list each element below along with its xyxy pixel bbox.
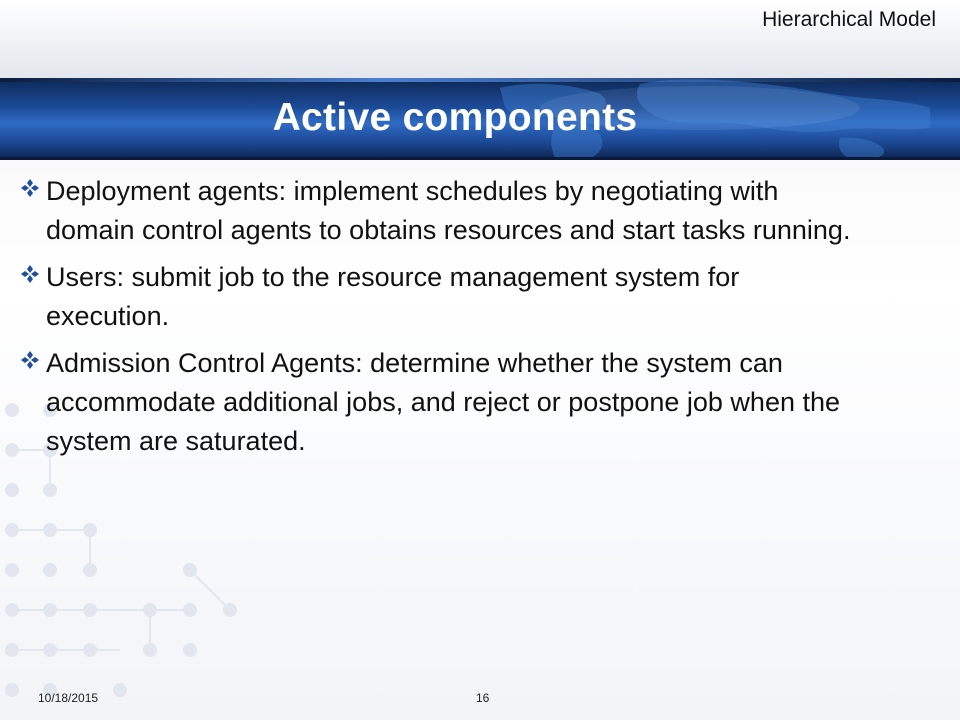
diamond-bullet-icon	[20, 350, 40, 370]
diamond-bullet-icon	[20, 264, 40, 284]
footer-date: 10/18/2015	[38, 691, 99, 705]
bullet-text: Users: submit job to the resource management system for execution.	[46, 262, 740, 331]
slide-title: Active components	[272, 96, 638, 139]
bullet-item	[18, 258, 868, 336]
bullet-text: Admission Control Agents: determine whether the system can accommodate additional jobs, and reject or postpone job when the system are saturated.	[46, 348, 841, 456]
title-bar-edge	[0, 157, 960, 160]
bullet-list	[18, 172, 868, 469]
diamond-bullet-icon	[20, 178, 40, 198]
bullet-text: Deployment agents: implement schedules by negotiating with domain control agents to obtains resources and start tasks running.	[46, 176, 851, 245]
page-number: 16	[476, 691, 490, 705]
title-bar	[0, 78, 960, 160]
section-label: Hierarchical Model	[762, 8, 936, 31]
bullet-item	[18, 344, 868, 461]
bullet-item	[18, 172, 868, 250]
